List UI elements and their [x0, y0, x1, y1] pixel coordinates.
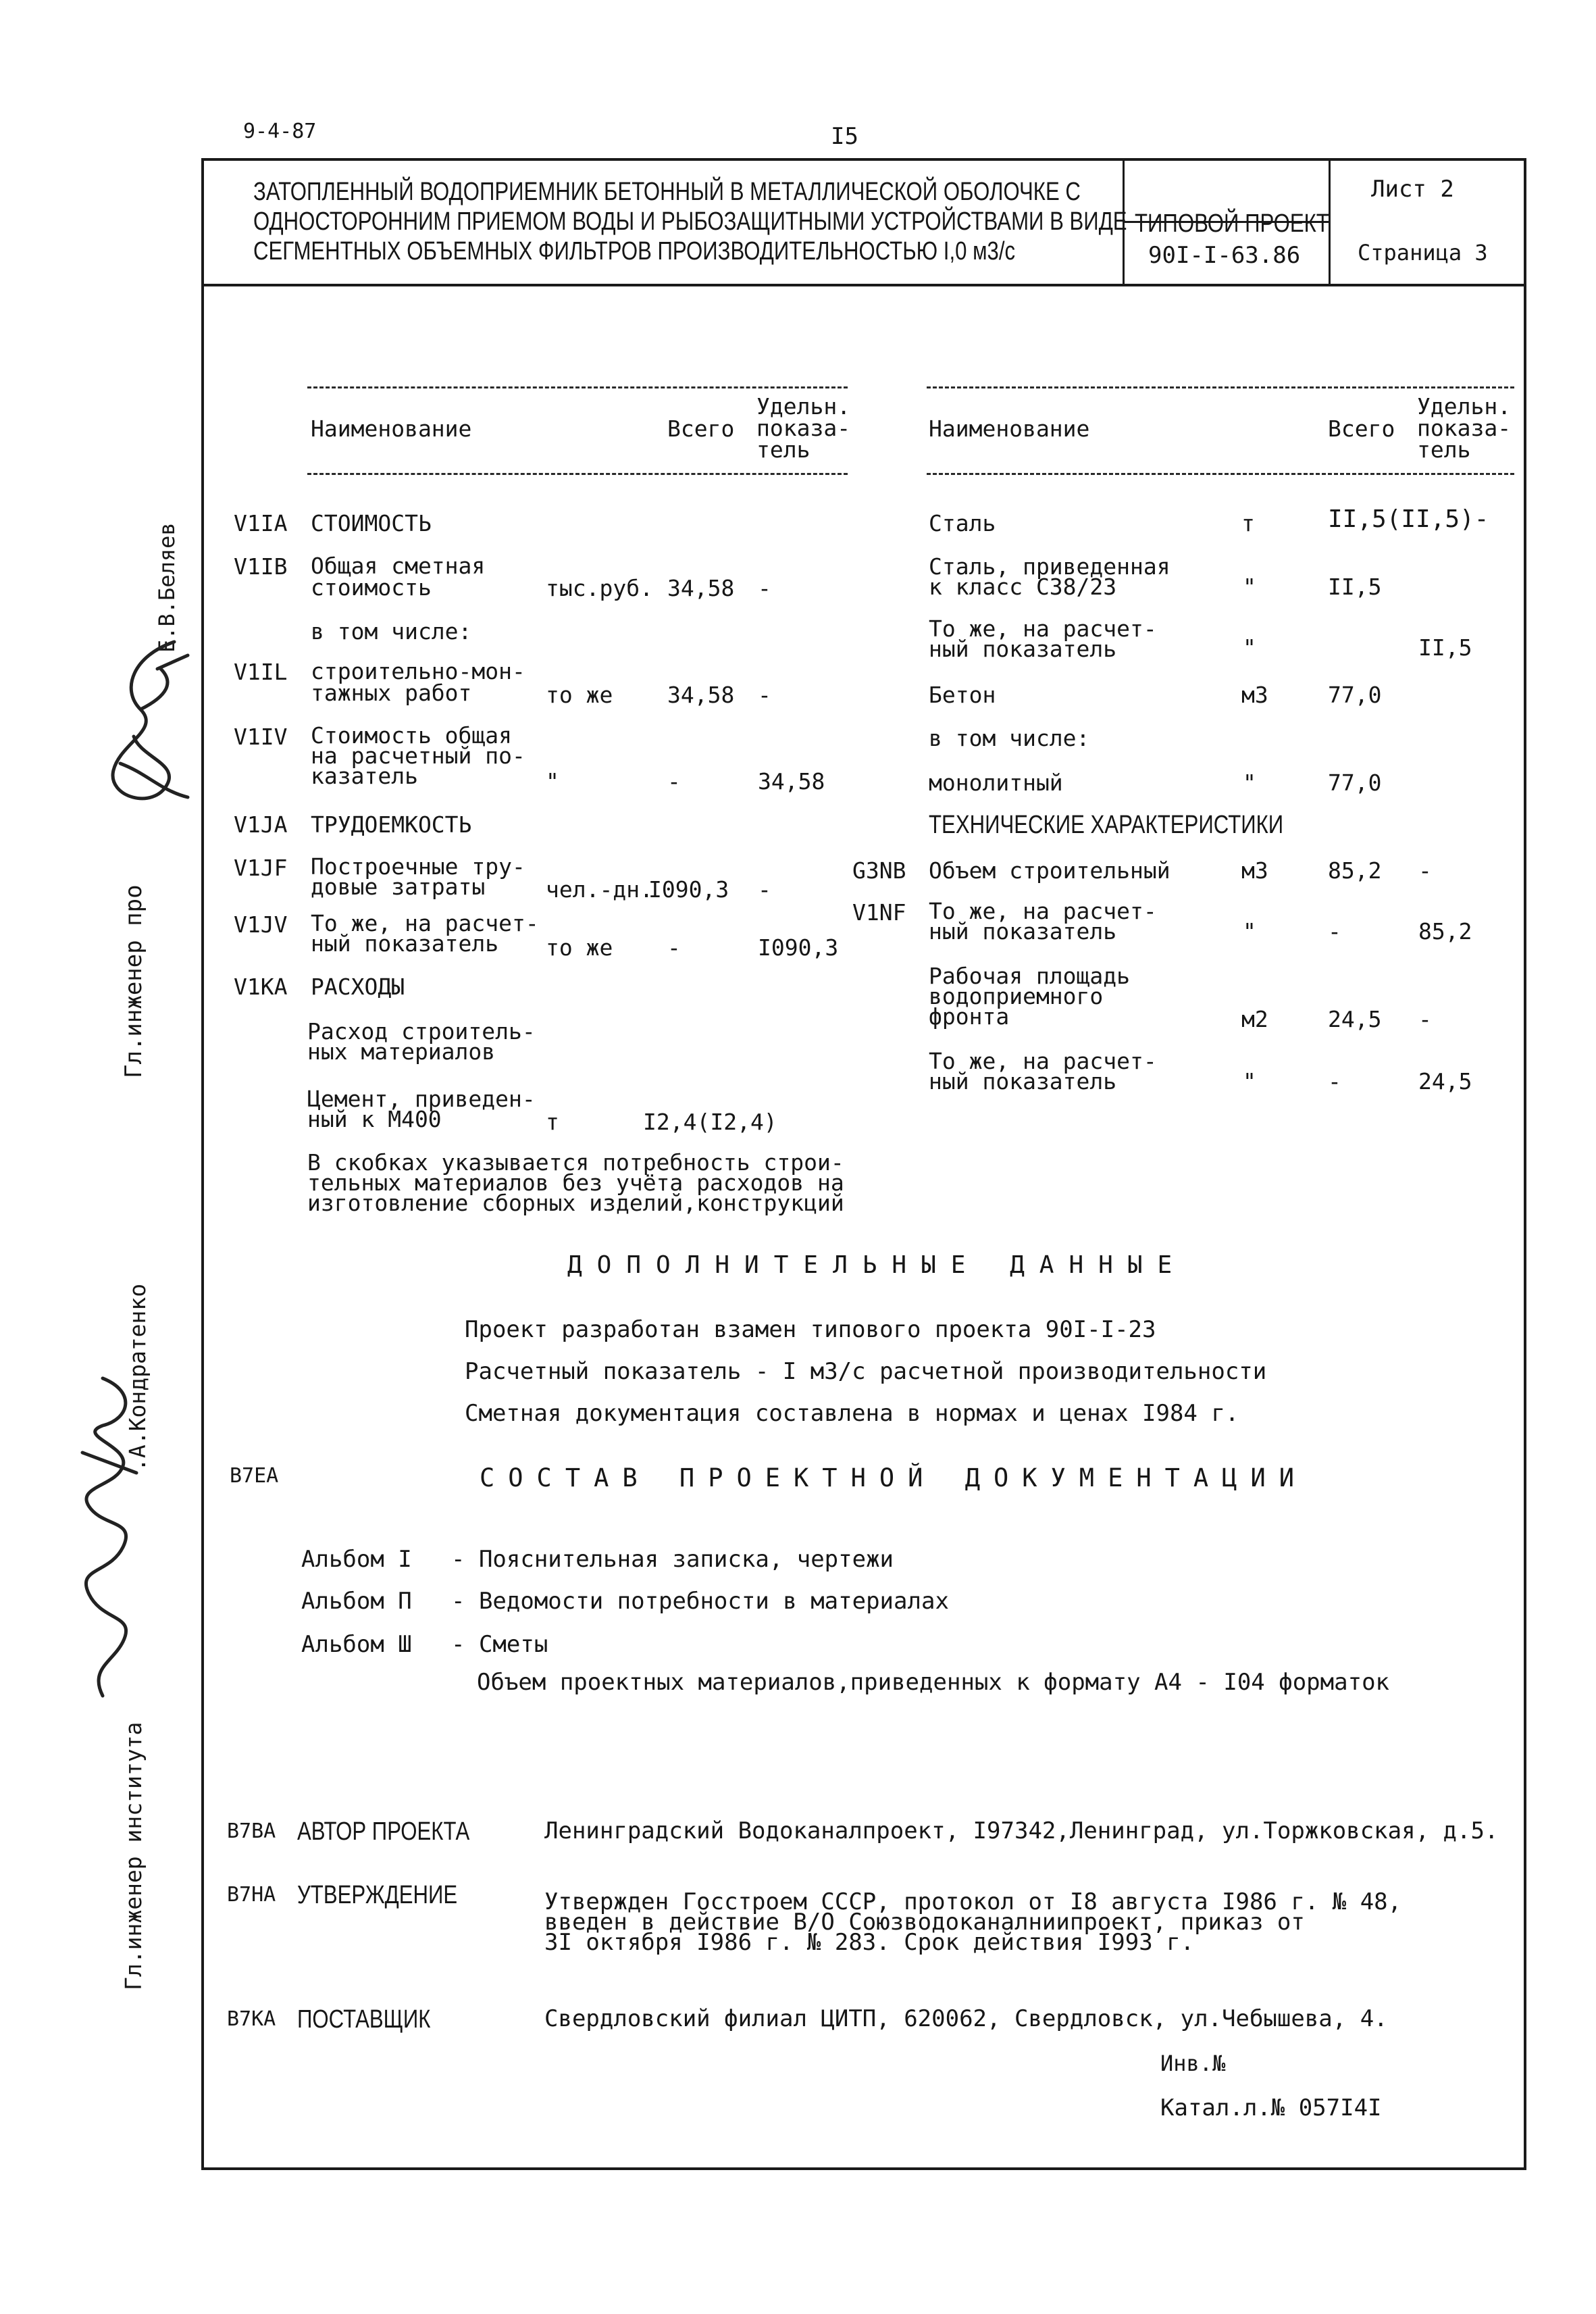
title-line-3: СЕГМЕНТНЫХ ОБЪЕМНЫХ ФИЛЬТРОВ ПРОИЗВОДИТЕЛЬНОСТЬЮ I,0 м3/с	[253, 237, 1016, 266]
project-label: ТИПОВОЙ ПРОЕКТ	[1135, 209, 1329, 238]
row-total: 85,2	[1328, 857, 1382, 884]
album-text: - Сметы	[451, 1631, 548, 1658]
row-specific: -	[758, 682, 771, 708]
row-name: То же, на расчет- ный показатель	[929, 1048, 1157, 1095]
row-unit: м2	[1241, 1006, 1268, 1032]
row-name: Бетон	[929, 682, 996, 708]
signature-bottom-icon	[62, 1372, 163, 1709]
right-table-header-rule	[927, 473, 1514, 475]
row-specific: 34,58	[758, 768, 825, 795]
row-total: -	[1328, 1068, 1341, 1095]
row-code: V1IL	[234, 659, 288, 685]
album-label: Альбом I	[301, 1546, 412, 1573]
project-code: 90I-I-63.86	[1148, 242, 1301, 269]
row-specific: 85,2	[1418, 918, 1472, 945]
additional-line-1: Проект разработан взамен типового проекта 90I-I-23	[465, 1316, 1156, 1343]
row-name: Сталь, приведенная к класс С38/23	[929, 553, 1170, 600]
margin-bottom-name: .А.Кондратенко	[124, 1283, 151, 1472]
author-text: Ленинградский Водоканалпроект, I97342,Ленинград, ул.Торжковская, д.5.	[544, 1817, 1499, 1844]
row-code: V1JF	[234, 855, 288, 881]
row-total: 24,5	[1328, 1006, 1382, 1032]
row-unit: "	[1243, 634, 1256, 661]
page-number: I5	[831, 123, 858, 150]
row-name: в том числе:	[311, 618, 472, 645]
sheet-number: Лист 2	[1371, 176, 1454, 203]
album-text: - Пояснительная записка, чертежи	[451, 1546, 894, 1573]
row-unit: м3	[1241, 682, 1268, 708]
title-line-2: ОДНОСТОРОННИМ ПРИЕМОМ ВОДЫ И РЫБОЗАЩИТНЫМИ УСТРОЙСТВАМИ В ВИДЕ	[253, 207, 1127, 236]
left-col-header-specific: Удельн. показа- тель	[756, 393, 851, 463]
row-unit: т	[1241, 510, 1255, 536]
row-name: Цемент, приведен- ный к М400	[307, 1086, 536, 1132]
additional-line-2: Расчетный показатель - I м3/с расчетной производительности	[465, 1358, 1267, 1385]
row-name: Стоимость общая на расчетный по- казатель	[311, 722, 525, 789]
row-unit: тыс.руб.	[546, 575, 653, 601]
catalog-number: Катал.л.№ 057I4I	[1160, 2094, 1382, 2121]
document-date: 9-4-87	[243, 120, 317, 143]
approval-text: Утвержден Госстроем СССР, протокол от I8 августа I986 г. № 48, введен в действие В/О Союзводоканалниипроект, приказ от 3I октября I986 г. № 283. Срок действия I993 г.	[544, 1888, 1402, 1956]
additional-heading: ДОПОЛНИТЕЛЬНЫЕ ДАННЫЕ	[567, 1251, 1187, 1279]
row-name: Расход строитель- ных материалов	[307, 1018, 536, 1065]
left-col-header-total: Всего	[667, 416, 735, 442]
row-name: Общая сметная стоимость	[311, 553, 486, 601]
left-col-header-name: Наименование	[311, 416, 472, 442]
row-total: -	[667, 768, 681, 795]
row-code: V1IV	[234, 724, 288, 750]
row-code: V1NF	[852, 899, 906, 926]
margin-bottom-signer: Гл.инженер института	[120, 1721, 147, 1990]
row-total: II,5	[1328, 574, 1382, 600]
row-total: 77,0	[1328, 682, 1382, 708]
frame-left	[201, 158, 204, 2170]
left-table-header-rule	[307, 473, 848, 475]
row-name: Построечные тру- довые затраты	[311, 853, 525, 900]
row-name: Сталь	[929, 510, 996, 536]
row-specific: II,5	[1418, 634, 1472, 661]
supplier-text: Свердловский филиал ЦИТП, 620062, Свердловск, ул.Чебышева, 4.	[544, 2005, 1388, 2032]
row-specific: -	[1418, 857, 1432, 884]
row-name: ТРУДОЕМКОСТЬ	[311, 811, 472, 838]
row-name: Рабочая площадь водоприемного фронта	[929, 963, 1131, 1030]
row-name: в том числе:	[929, 725, 1090, 751]
frame-top	[201, 158, 1526, 161]
document-title	[253, 177, 1127, 266]
row-name: СТОИМОСТЬ	[311, 510, 432, 536]
margin-top-signer: Гл.инженер про	[120, 884, 147, 1078]
left-table-note: В скобках указывается потребность строи- тельных материалов без учёта расходов на изготовление сборных изделий,конструкций	[307, 1149, 844, 1216]
page-reference: Страница 3	[1358, 240, 1488, 266]
album-text: - Ведомости потребности в материалах	[451, 1588, 949, 1615]
row-total: 34,58	[667, 575, 735, 601]
approval-code: B7HA	[227, 1883, 276, 1907]
row-unit: "	[1243, 770, 1256, 796]
row-code: V1IA	[234, 510, 288, 536]
composition-heading: СОСТАВ ПРОЕКТНОЙ ДОКУМЕНТАЦИИ	[480, 1463, 1308, 1492]
approval-label: УТВЕРЖДЕНИЕ	[297, 1881, 458, 1909]
row-code: V1JV	[234, 911, 288, 938]
composition-code: B7EA	[230, 1464, 279, 1488]
signature-top-icon	[93, 628, 201, 831]
row-unit: м3	[1241, 857, 1268, 884]
row-total: 77,0	[1328, 770, 1382, 796]
row-total: -	[1328, 918, 1341, 945]
row-unit: "	[1243, 574, 1256, 600]
album-label: Альбом Ш	[301, 1631, 412, 1658]
row-unit: то же	[546, 934, 613, 961]
row-code: V1KA	[234, 974, 288, 1000]
right-table-top-rule	[927, 386, 1514, 388]
frame-bottom	[201, 2167, 1526, 2170]
author-label: АВТОР ПРОЕКТА	[297, 1817, 470, 1846]
row-unit: т	[546, 1109, 559, 1135]
row-code: V1JA	[234, 811, 288, 838]
row-total: II,5(II,5)-	[1328, 505, 1489, 533]
left-table-top-rule	[307, 386, 848, 388]
row-name: Объем строительный	[929, 857, 1170, 884]
title-line-1: ЗАТОПЛЕННЫЙ ВОДОПРИЕМНИК БЕТОННЫЙ В МЕТАЛЛИЧЕСКОЙ ОБОЛОЧКЕ С	[253, 178, 1081, 206]
row-specific: -	[1418, 1006, 1432, 1032]
row-unit: "	[1243, 918, 1256, 945]
frame-right	[1524, 158, 1526, 2170]
right-col-header-total: Всего	[1328, 416, 1395, 442]
row-specific: -	[758, 876, 771, 903]
row-name: То же, на расчет- ный показатель	[929, 615, 1157, 662]
row-total: 34,58	[667, 682, 735, 708]
row-total: I2,4(I2,4)	[643, 1109, 777, 1135]
additional-line-3: Сметная документация составлена в нормах и ценах I984 г.	[465, 1400, 1239, 1427]
right-col-header-name: Наименование	[929, 416, 1090, 442]
row-name: То же, на расчет- ный показатель	[311, 910, 539, 957]
row-name: строительно-мон- тажных работ	[311, 658, 525, 706]
header-bottom-rule	[201, 284, 1526, 286]
margin-top-name: Е.В.Беляев	[154, 522, 180, 653]
row-name: ТЕХНИЧЕСКИЕ ХАРАКТЕРИСТИКИ	[929, 811, 1284, 839]
row-unit: "	[1243, 1068, 1256, 1095]
album-label: Альбом П	[301, 1588, 412, 1615]
row-specific: -	[758, 575, 771, 601]
row-unit: то же	[546, 682, 613, 708]
inventory-number: Инв.№	[1160, 2051, 1226, 2076]
right-col-header-specific: Удельн. показа- тель	[1417, 393, 1512, 463]
author-code: B7BA	[227, 1819, 276, 1843]
row-specific: 24,5	[1418, 1068, 1472, 1095]
supplier-code: B7KA	[227, 2007, 276, 2031]
row-unit: "	[546, 768, 559, 795]
documentation-volume: Объем проектных материалов,приведенных к формату А4 - I04 форматок	[477, 1669, 1390, 1696]
row-name: То же, на расчет- ный показатель	[929, 898, 1157, 945]
row-name: монолитный	[929, 770, 1063, 796]
supplier-label: ПОСТАВЩИК	[297, 2005, 431, 2034]
row-code: G3NB	[852, 857, 906, 884]
row-specific: I090,3	[758, 934, 839, 961]
row-name: РАСХОДЫ	[311, 974, 405, 1000]
row-unit: чел.-дн.	[546, 876, 653, 903]
row-code: V1IB	[234, 553, 288, 580]
row-total: I090,3	[648, 876, 729, 903]
row-total: -	[667, 934, 681, 961]
